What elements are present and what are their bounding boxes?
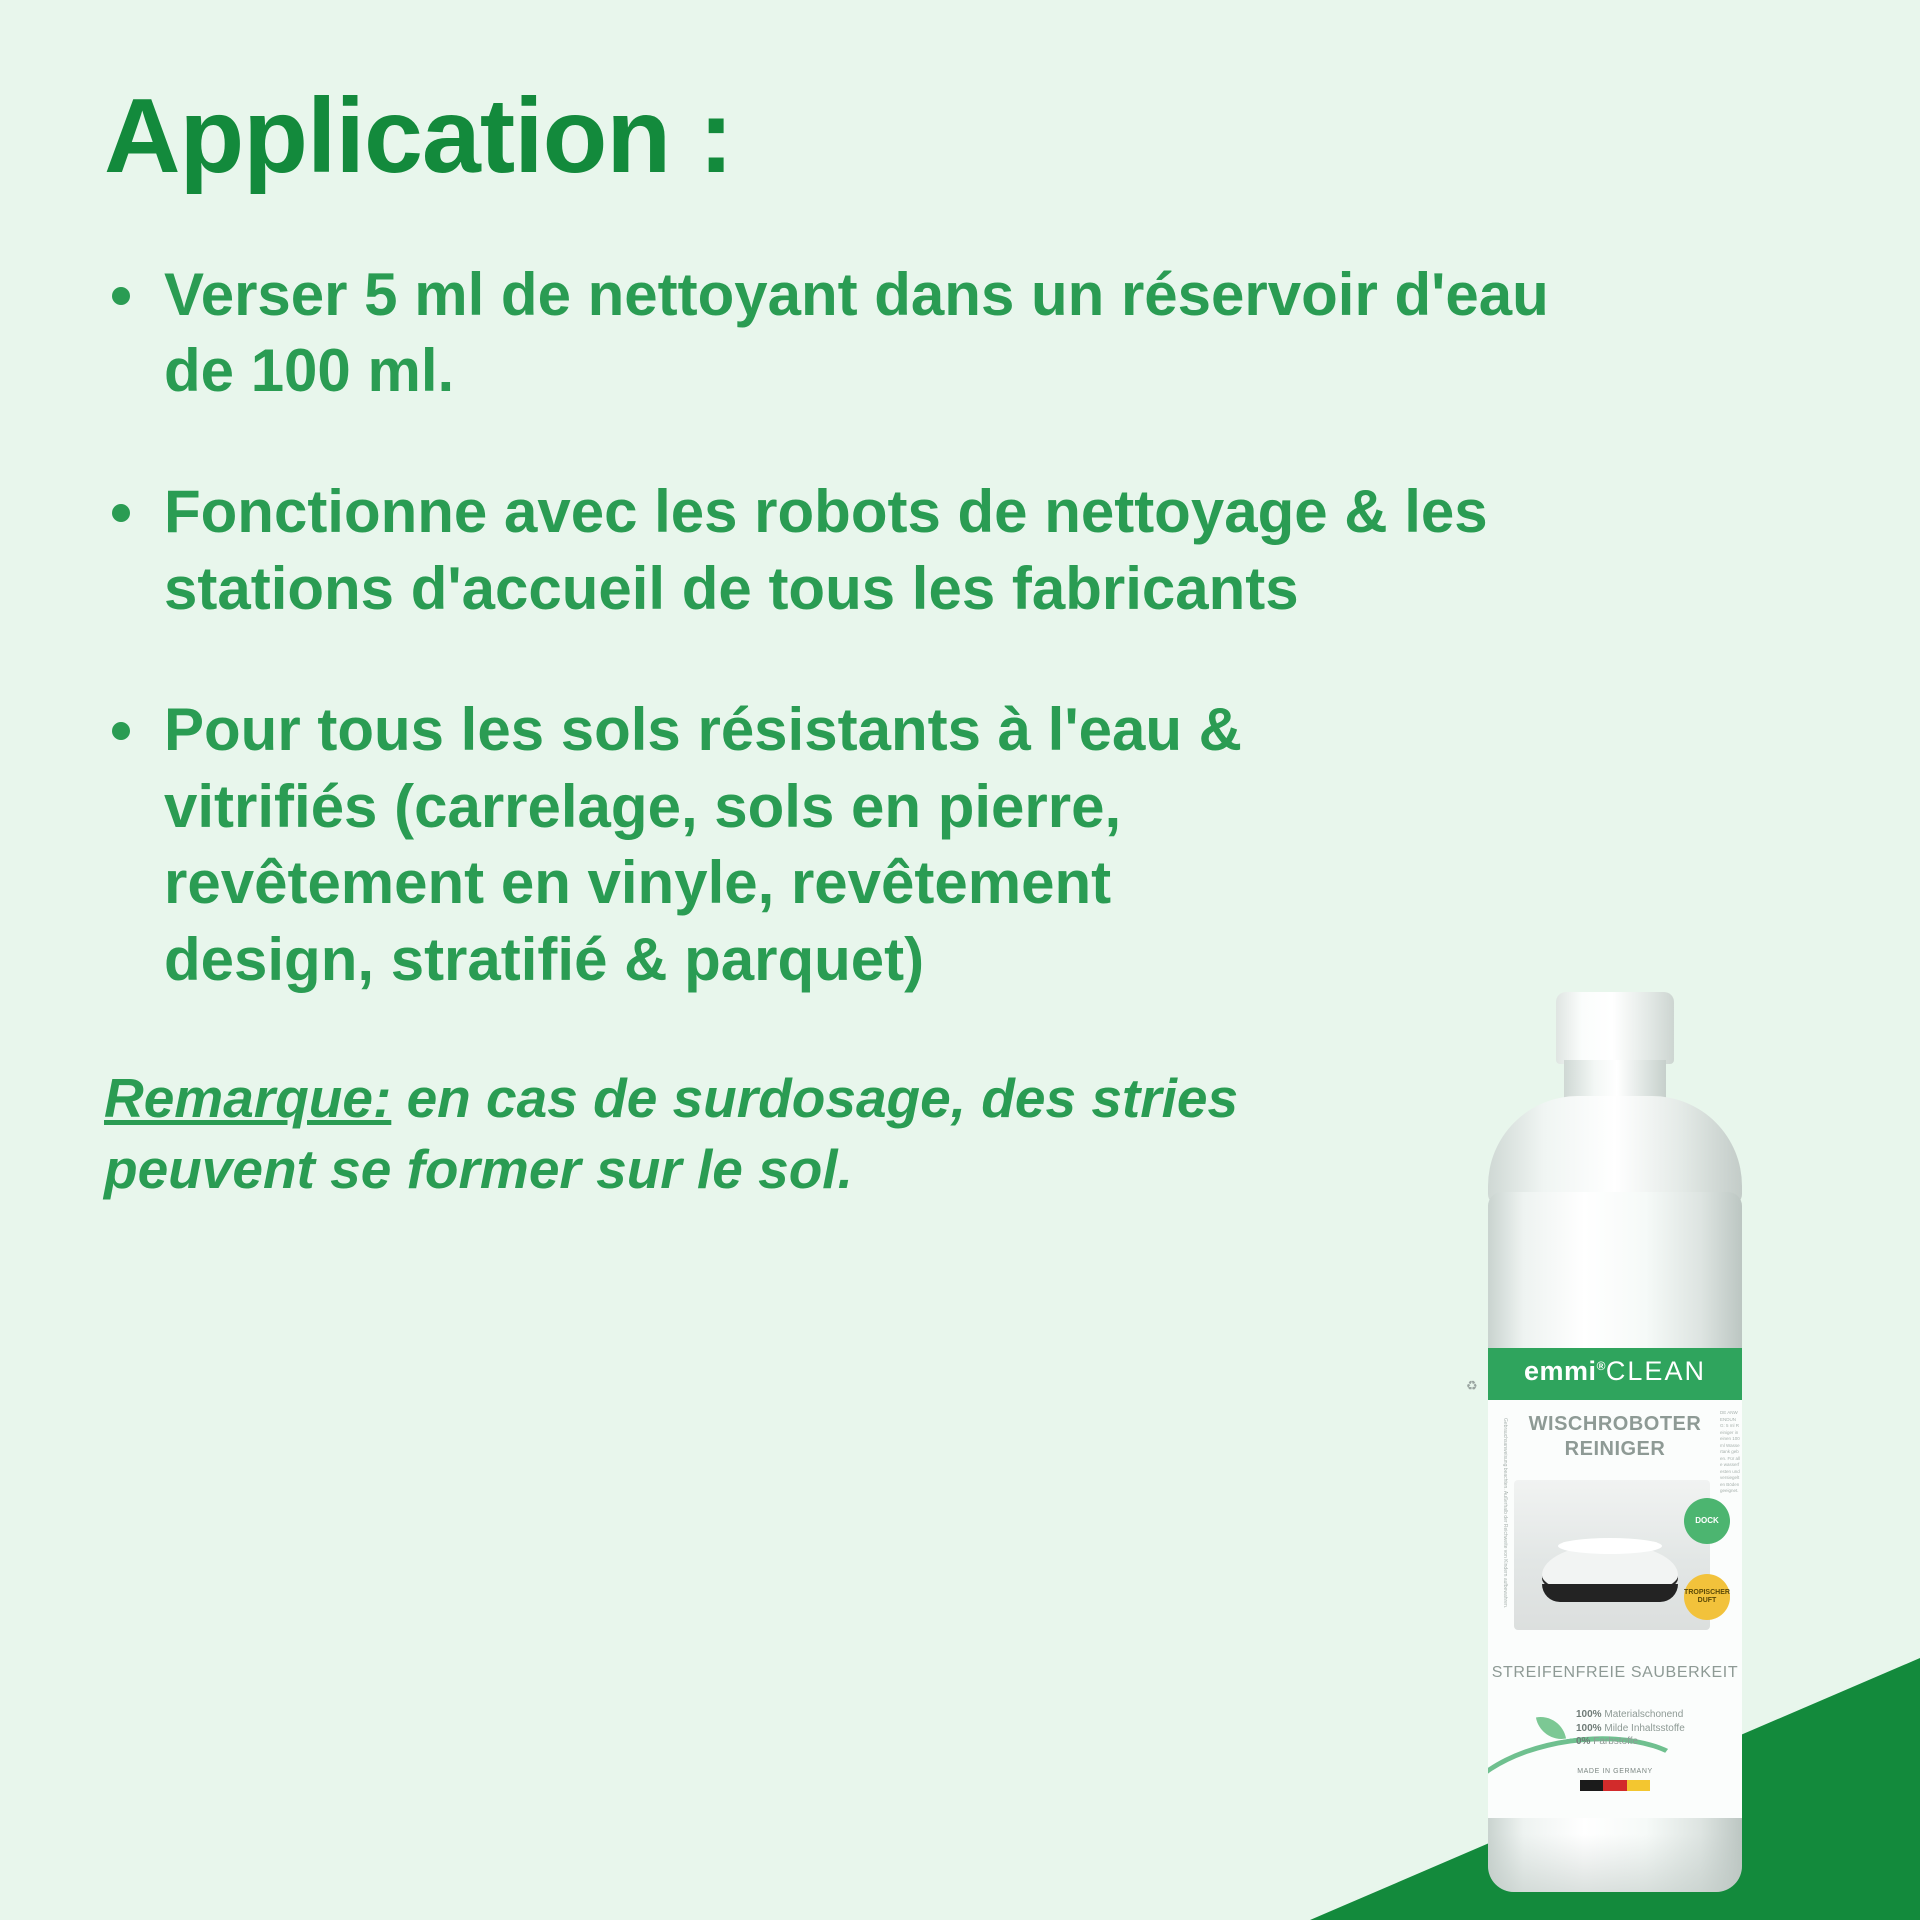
robot-photo [1514,1480,1710,1630]
product-bottle-image [1452,992,1782,1920]
eco-claim-lines [1576,1708,1685,1749]
german-flag-icon [1580,1780,1650,1791]
eco-text: Milde Inhaltsstoffe [1604,1722,1685,1734]
note-label: Remarque: [104,1066,392,1129]
leaf-icon [1534,1711,1568,1745]
product-claim: STREIFENFREIE SAUBERKEIT [1491,1664,1739,1681]
label-side-text-de: DE ANWENDUNG: 5 ml Reiniger in einen 100 ml Wassertank geben. Für alle wasserfesten und versiegelten Böden geeignet. [1720,1410,1741,1494]
fragrance-badge: TROPISCHER DUFT [1684,1574,1730,1620]
product-title [1518,1412,1712,1462]
product-title-line2: REINIGER [1564,1438,1666,1460]
instruction-list [104,257,1664,999]
note-text [104,1063,1344,1206]
list-item: Pour tous les sols résistants à l'eau & vitrifiés (carrelage, sols en pierre, revêtement en vinyle, revêtement design, stratifié & parquet) [104,692,1284,999]
robot-top-highlight [1558,1538,1662,1554]
bottle-shoulder [1488,1096,1742,1206]
eco-claim-row [1576,1708,1685,1722]
dock-station-badge: DOCK [1684,1498,1730,1544]
list-item: Verser 5 ml de nettoyant dans un réservoir d'eau de 100 ml. [104,257,1584,411]
brand-name [1488,1356,1742,1387]
eco-claim-row [1576,1722,1685,1736]
eco-text: Materialschonend [1604,1709,1684,1720]
eco-claims [1534,1708,1685,1749]
eco-claim-row [1576,1735,1685,1749]
eco-pct: 0% [1576,1736,1591,1747]
made-in-text: MADE IN GERMANY [1577,1768,1653,1775]
label-side-text-left: Gebrauchsanweisung beachten. Außerhalb der Reichweite von Kindern aufbewahren. [1502,1418,1508,1609]
eco-text: Farbstoffe [1593,1736,1639,1747]
brand-name-light: CLEAN [1605,1356,1706,1386]
bottle-cap [1556,992,1674,1064]
eco-pct: 100% [1576,1722,1602,1734]
product-title-line1: WISCHROBOTER [1528,1413,1702,1435]
brand-name-bold: emmi [1524,1356,1597,1386]
product-label [1488,1348,1742,1818]
recycle-icon: ♻ [1466,1378,1478,1393]
registered-icon: ® [1596,1359,1606,1373]
note-body: en cas de surdosage, des stries peuvent se former sur le sol. [104,1066,1239,1201]
eco-pct: 100% [1576,1709,1602,1720]
list-item: Fonctionne avec les robots de nettoyage & les stations d'accueil de tous les fabricants [104,474,1664,628]
page-title: Application : [104,77,733,195]
